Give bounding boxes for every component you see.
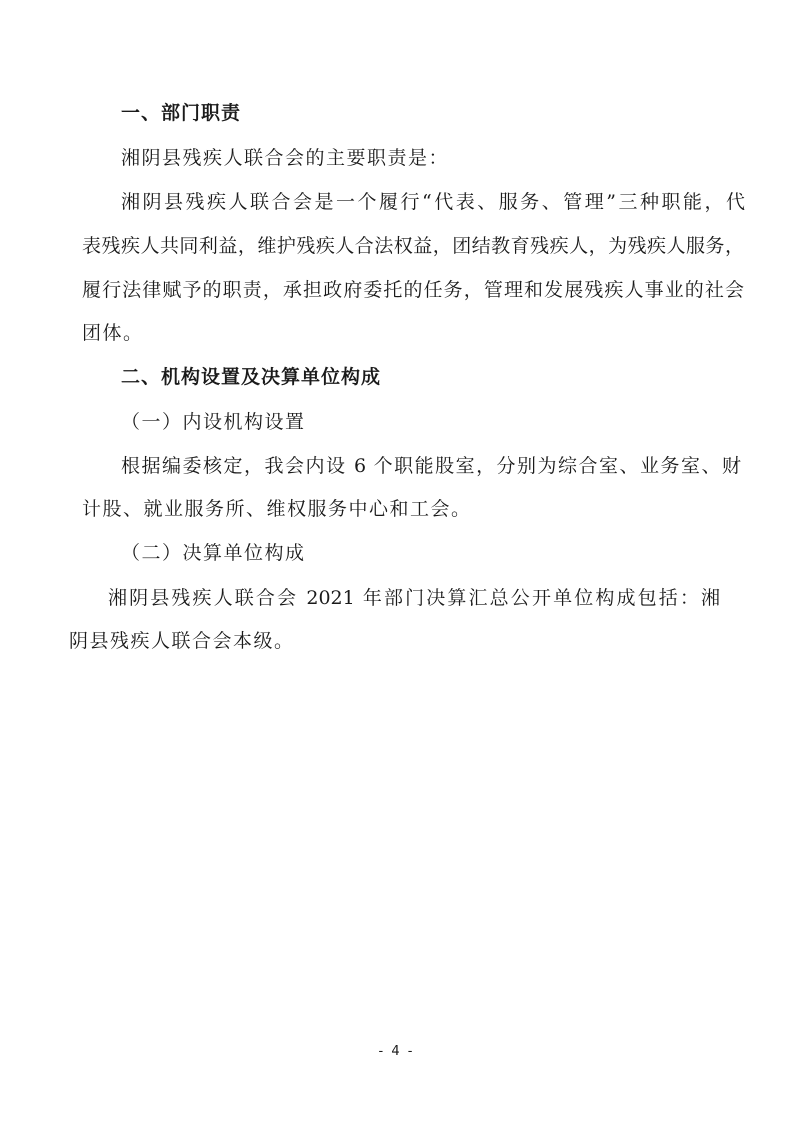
- section-heading-duties: 一、部门职责: [121, 102, 242, 124]
- duties-intro: 湘阴县残疾人联合会的主要职责是：: [121, 147, 450, 169]
- page-number: - 4 -: [378, 1044, 415, 1059]
- internal-offices-line-2: 计股、就业服务所、维权服务中心和工会。: [82, 498, 472, 520]
- subheading-budget-units: （二）决算单位构成: [121, 542, 306, 564]
- section-heading-structure: 二、机构设置及决算单位构成: [121, 366, 382, 388]
- subheading-internal-offices: （一）内设机构设置: [121, 411, 306, 433]
- duties-body-line-1: 湘阴县残疾人联合会是一个履行“代表、服务、管理”三种职能，代: [121, 191, 745, 213]
- duties-body-line-2: 表残疾人共同利益，维护残疾人合法权益，团结教育残疾人，为残疾人服务，: [82, 235, 744, 257]
- internal-offices-line-1: 根据编委核定，我会内设 6 个职能股室，分别为综合室、业务室、财: [121, 455, 741, 477]
- duties-body-line-3: 履行法律赋予的职责，承担政府委托的任务，管理和发展残疾人事业的社会: [82, 279, 744, 301]
- budget-units-line-1: 湘阴县残疾人联合会 2021 年部门决算汇总公开单位构成包括：湘: [108, 587, 720, 609]
- budget-units-line-2: 阴县残疾人联合会本级。: [69, 630, 295, 652]
- duties-body-line-4: 团体。: [82, 322, 144, 344]
